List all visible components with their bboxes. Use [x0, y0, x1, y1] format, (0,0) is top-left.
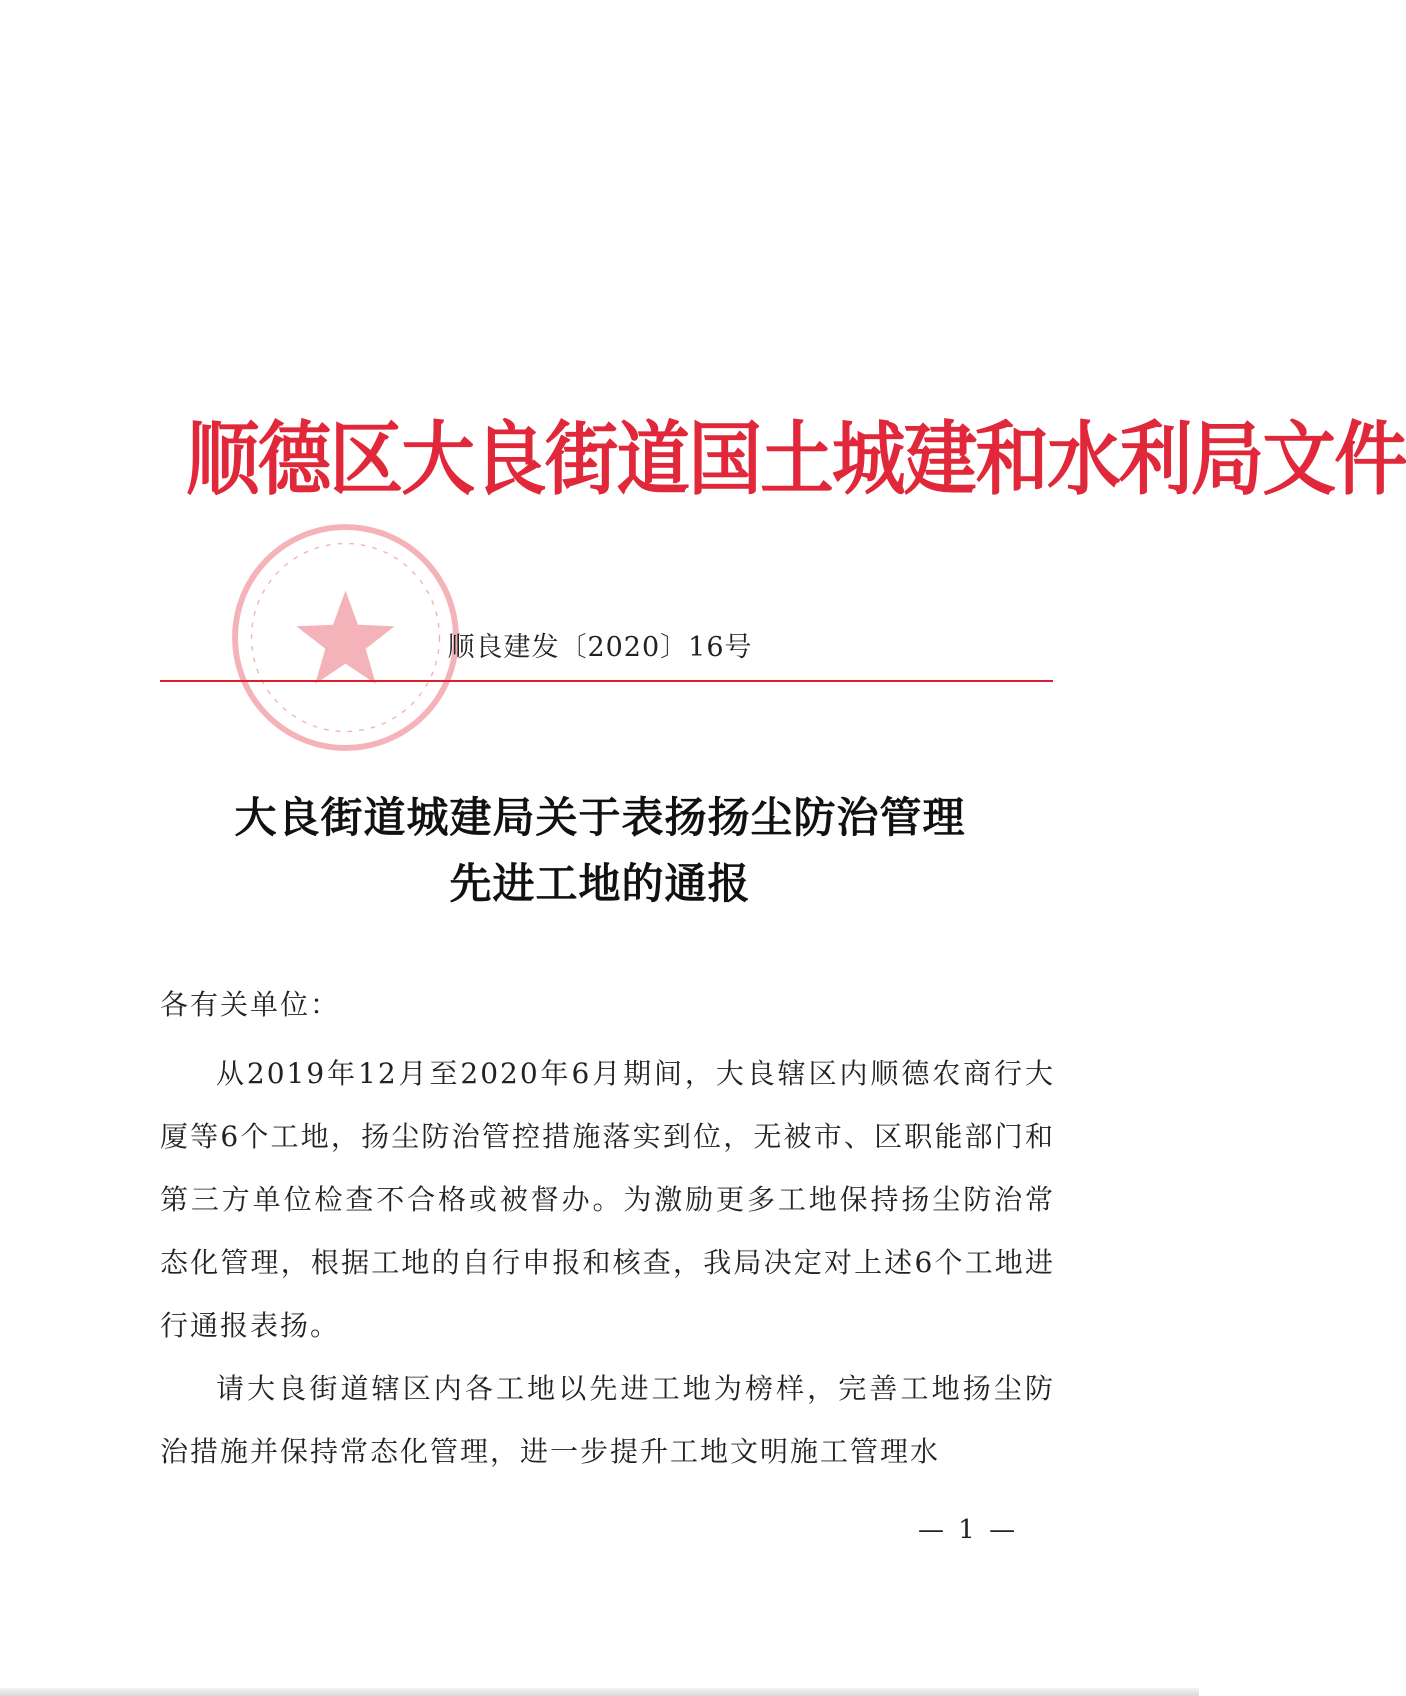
scan-edge	[0, 1688, 1199, 1696]
page-number: — 1 —	[918, 1515, 1019, 1545]
document-body	[160, 1042, 1055, 1483]
title-line-1: 大良街道城建局关于表扬扬尘防治管理	[234, 793, 966, 842]
document-number: 顺良建发〔2020〕16号	[447, 632, 753, 663]
body-paragraph-2: 请大良街道辖区内各工地以先进工地为榜样，完善工地扬尘防治措施并保持常态化管理，进一步提升工地文明施工管理水	[160, 1372, 1055, 1468]
title-line-2: 先进工地的通报	[449, 859, 751, 908]
body-paragraph-1: 从2019年12月至2020年6月期间，大良辖区内顺德农商行大厦等6个工地，扬尘防治管控措施落实到位，无被市、区职能部门和第三方单位检查不合格或被督办。为激励更多工地保持扬尘防治常态化管理，根据工地的自行申报和核查，我局决定对上述6个工地进行通报表扬。	[160, 1057, 1055, 1342]
salutation: 各有关单位：	[160, 988, 341, 1021]
document-title	[150, 785, 1050, 917]
red-divider	[160, 680, 1053, 682]
issuer-title: 顺德区大良街道国土城建和水利局文件	[186, 412, 1406, 506]
